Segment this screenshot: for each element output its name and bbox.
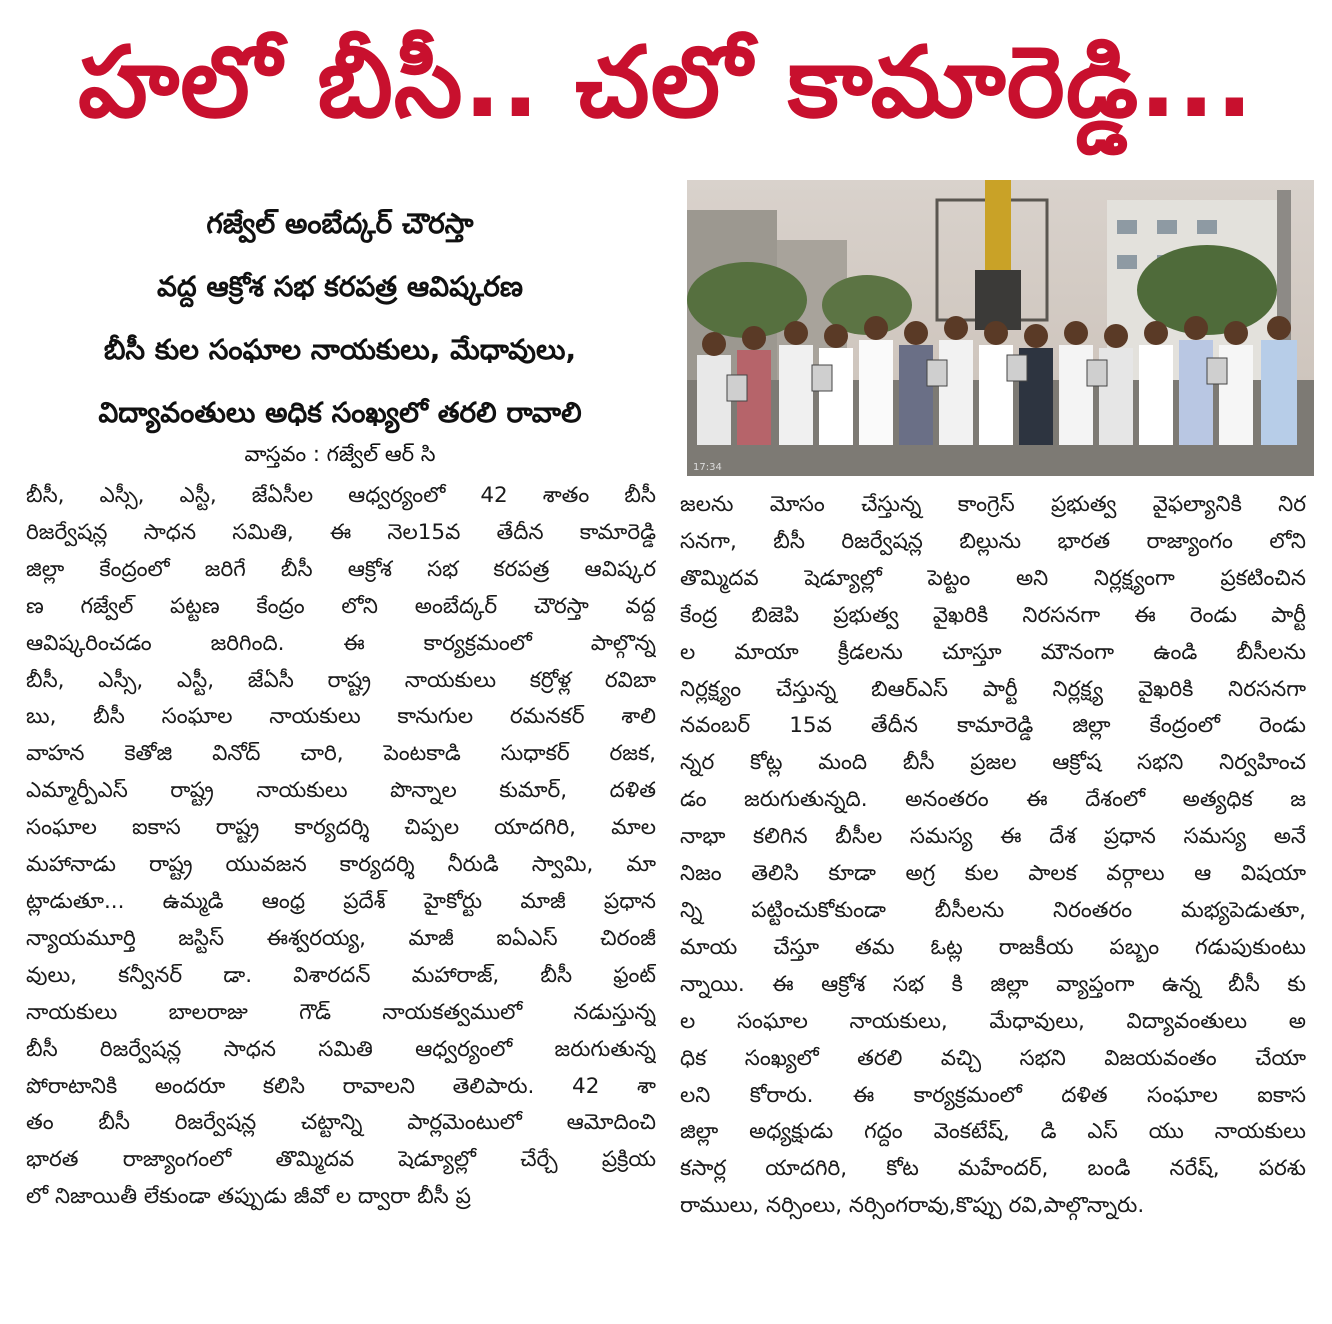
article-line: బీసీ, ఎస్సీ, ఎస్టీ, జేఏసీల ఆధ్వర్యంలో 42 శాతం బీసీ: [26, 483, 656, 508]
article-line: నాభా కలిగిన బీసీల సమస్య ఈ దేశ ప్రధాన సమస్య అనే: [680, 824, 1306, 850]
article-line: ఎమ్మార్పీఎస్ రాష్ట్ర నాయకులు పొన్నాల కుమార్, దళిత: [26, 778, 656, 804]
article-line: కసార్ల యాదగిరి, కోట మహేందర్, బండి నరేష్, పరశు: [680, 1156, 1306, 1182]
statue-pedestal: [975, 270, 1021, 330]
article-line: పోరాటానికి అందరూ కలిసి రావాలని తెలిపారు. 42 శా: [26, 1073, 656, 1099]
subheading-line: బీసీ కుల సంఘాల నాయకులు, మేధావులు,: [103, 333, 577, 366]
article-line: ధిక సంఖ్యలో తరలి వచ్చి సభని విజయవంతం చేయా: [680, 1045, 1306, 1071]
article-line: బీసీ, ఎస్సీ, ఎస్టీ, జేఏసీ రాష్ట్ర నాయకులు కర్రోళ్ల రవిబా: [26, 667, 656, 693]
article-line: మాయ చేస్తూ తమ ఓట్ల రాజకీయ పబ్బం గడుపుకుంటు: [680, 934, 1306, 960]
group-photo-illustration: [687, 180, 1314, 476]
subheading-line: వద్ద ఆక్రోశ సభ కరపత్ర ఆవిష్కరణ: [156, 270, 523, 303]
article-line: న్యాయమూర్తి జస్టిస్ ఈశ్వరయ్య, మాజీ ఐఏఎస్ చిరంజీ: [26, 925, 656, 951]
article-line: తం బీసీ రిజర్వేషన్ల చట్టాన్ని పార్లమెంటులో ఆమోదించి: [26, 1110, 656, 1136]
article-line: లని కోరారు. ఈ కార్యక్రమంలో దళిత సంఘాల ఐకాస: [680, 1082, 1306, 1108]
window: [1117, 220, 1137, 234]
article-line: నిర్లక్ష్యం చేస్తున్న బిఆర్ఎస్ పార్టీ నిర్లక్ష్య వైఖరికి నిరసనగా: [680, 676, 1306, 702]
article-line: నాయకులు బాలరాజు గౌడ్ నాయకత్వములో నడుస్తున్న: [26, 999, 656, 1025]
subheading-line: గజ్వేల్ అంబేద్కర్ చౌరస్తా: [206, 207, 474, 240]
article-line: వులు, కన్వీనర్ డా. విశారదన్ మహారాజ్, బీసీ ఫ్రంట్: [26, 962, 656, 988]
article-line: ట్లాడుతూ... ఉమ్మడి ఆంధ్ర ప్రదేశ్ హైకోర్టు మాజీ ప్రధాన: [26, 888, 656, 914]
article-line: బీసీ రిజర్వేషన్ల సాధన సమితి ఆధ్వర్యంలో జరుగుతున్న: [26, 1036, 656, 1062]
article-line: బు, బీసీ సంఘాల నాయకులు కానుగుల రమనకర్ శాలి: [26, 704, 656, 730]
article-line: ఆవిష్కరించడం జరిగింది. ఈ కార్యక్రమంలో పాల్గొన్న: [26, 630, 656, 656]
subheadings: [20, 192, 660, 444]
article-line: వాహన కెతోజి వినోద్ చారి, పెంటకాడి సుధాకర్ రజక,: [26, 741, 656, 767]
photo-timestamp: 17:34: [693, 462, 722, 473]
article-line: న్ని పట్టించుకోకుండా బీసీలను నిరంతరం మభ్యపెడుతూ,: [680, 897, 1306, 923]
headline: హలో బీసీ.. చలో కామారెడ్డి...: [78, 26, 1254, 140]
article-line: జలను మోసం చేస్తున్న కాంగ్రెస్ ప్రభుత్వ వైఫల్యానికి నిర: [680, 492, 1306, 517]
statue: [985, 180, 1011, 270]
article-line: తొమ్మిదవ షెడ్యూల్లో పెట్టం అని నిర్లక్ష్యంగా ప్రకటించిన: [680, 565, 1306, 591]
article-line: ల సంఘాల నాయకులు, మేధావులు, విద్యావంతులు అ: [680, 1008, 1306, 1034]
window: [1197, 220, 1217, 234]
article-line: జిల్లా కేంద్రంలో జరిగే బీసీ ఆక్రోశ సభ కరపత్ర ఆవిష్కర: [26, 556, 656, 582]
window: [1157, 220, 1177, 234]
article-line: లో నిజాయితీ లేకుండా తప్పుడు జీవో ల ద్వారా బీసీ ప్ర: [26, 1184, 471, 1210]
article-line: కేంద్ర బిజెపి ప్రభుత్వ వైఖరికి నిరసనగా ఈ రెండు పార్టీ: [680, 602, 1306, 628]
article-line: ణ గజ్వేల్ పట్టణ కేంద్రం లోని అంబేద్కర్ చౌరస్తా వద్ద: [26, 593, 656, 619]
article-line: సంఘాల ఐకాస రాష్ట్ర కార్యదర్శి చిప్పల యాదగిరి, మాల: [26, 815, 656, 841]
news-photo: [687, 180, 1314, 476]
article-line: నవంబర్ 15వ తేదీన కామారెడ్డి జిల్లా కేంద్రంలో రెండు: [680, 713, 1306, 739]
article-line: నిజం తెలిసి కూడా అగ్ర కుల పాలక వర్గాలు ఆ విషయా: [680, 861, 1306, 887]
article-line: న్నర కోట్ల మంది బీసీ ప్రజల ఆక్రోష సభని నిర్వహించ: [680, 750, 1306, 776]
article-line: జిల్లా అధ్యక్షుడు గద్దం వెంకటేష్, డి ఎస్ యు నాయకులు: [680, 1119, 1306, 1145]
byline: వాస్తవం : గజ్వేల్ ఆర్ సి: [244, 442, 436, 466]
window: [1117, 255, 1137, 269]
article-line: మహానాడు రాష్ట్ర యువజన కార్యదర్శి నీరుడి స్వామి, మా: [26, 852, 656, 878]
article-line: సనగా, బీసీ రిజర్వేషన్ల బిల్లును భారత రాజ్యాంగం లోని: [680, 528, 1306, 554]
article-line: ల మాయా క్రీడలను చూస్తూ మౌనంగా ఉండి బీసీలను: [680, 639, 1306, 665]
article-line: న్నాయి. ఈ ఆక్రోశ సభ కి జిల్లా వ్యాప్తంగా ఉన్న బీసీ కు: [680, 971, 1306, 997]
article-column-right: [680, 487, 1306, 1225]
article-line: రాములు, నర్సింలు, నర్సింగరావు,కొప్పు రవి,పాల్గొన్నారు.: [680, 1193, 1145, 1219]
article-line: డం జరుగుతున్నది. అనంతరం ఈ దేశంలో అత్యధిక జ: [680, 787, 1306, 813]
subheading-line: విద్యావంతులు అధిక సంఖ్యలో తరలి రావాలి: [98, 396, 582, 429]
article-line: భారత రాజ్యాంగంలో తొమ్మిదవ షెడ్యూల్లో చేర్చే ప్రక్రియ: [26, 1147, 656, 1173]
article-line: రిజర్వేషన్ల సాధన సమితి, ఈ నెల15వ తేదీన కామారెడ్డి: [26, 519, 656, 545]
article-column-left: [26, 478, 656, 1216]
